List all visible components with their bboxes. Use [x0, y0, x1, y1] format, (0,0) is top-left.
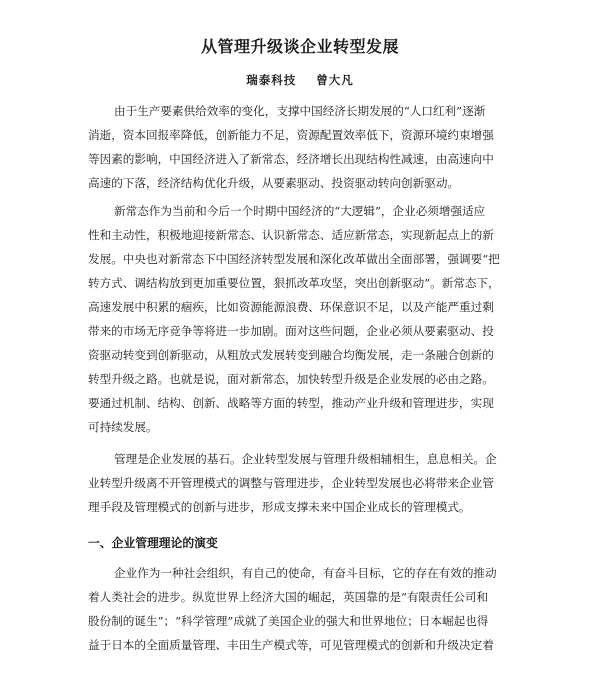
text-line: 着人类社会的进步。纵览世界上经济大国的崛起，英国靠的是“有限责任公司和	[88, 590, 489, 604]
author-line	[0, 72, 600, 88]
text-line: 消逝，资本回报率降低，创新能力不足，资源配置效率低下，资源环境约束增强	[88, 128, 494, 142]
text-line: 业转型升级离不开管理模式的调整与管理进步，企业转型发展也必将带来企业管	[88, 476, 494, 490]
page-title: 从管理升级谈企业转型发展	[200, 37, 399, 56]
text-line: 可持续发展。	[88, 420, 158, 434]
text-line: 高速发展中积累的痼疾，比如资源能源浪费、环保意识不足，以及产能严重过剩	[88, 300, 494, 314]
author-company: 瑞泰科技	[246, 73, 297, 87]
text-line: 等因素的影响，中国经济进入了新常态，经济增长出现结构性减速，由高速向中	[88, 152, 494, 166]
text-line: 发展。中央也对新常态下中国经济转型发展和深化改革做出全面部署，强调要“把	[88, 252, 500, 266]
text-line: 由于生产要素供给效率的变化，支撑中国经济长期发展的“人口红利”逐渐	[114, 104, 486, 118]
text-line: 带来的市场无序竞争等将进一步加剧。面对这些问题，企业必须从要素驱动、投	[88, 324, 494, 338]
text-line: 要通过机制、结构、创新、战略等方面的转型，推动产业升级和管理进步，实现	[88, 396, 494, 410]
text-line: 高速的下落，经济结构优化升级，从要素驱动、投资驱动转向创新驱动。	[88, 176, 460, 190]
text-line: 转型升级之路。也就是说，面对新常态，加快转型升级是企业发展的必由之路。	[88, 372, 494, 386]
text-line: 一、企业管理理论的演变	[88, 536, 218, 550]
text-line: 理手段及管理模式的创新与进步，形成支撑未来中国企业成长的管理模式。	[88, 500, 471, 514]
text-line: 新常态作为当前和今后一个时期中国经济的“大逻辑”，企业必须增强适应	[114, 204, 486, 218]
text-line: 益于日本的全面质量管理、丰田生产模式等，可见管理模式的创新和升级决定着	[88, 638, 494, 652]
author-name: 曾大凡	[316, 73, 354, 87]
text-line: 转方式、调结构放到更加重要位置，狠抓改革攻坚，突出创新驱动”。新常态下，	[88, 276, 500, 290]
text-line: 企业作为一种社会组织，有自己的使命，有奋斗目标，它的存在有效的推动	[114, 566, 497, 580]
text-line: 管理是企业发展的基石。企业转型发展与管理升级相辅相生，息息相关。企	[114, 452, 497, 466]
text-line: 股份制的诞生”；“科学管理”成就了美国企业的强大和世界地位；日本崛起也得	[88, 614, 489, 628]
text-line: 性和主动性，积极地迎接新常态、认识新常态、适应新常态，实现新起点上的新	[88, 228, 494, 242]
text-line: 资驱动转变到创新驱动，从粗放式发展转变到融合均衡发展，走一条融合创新的	[88, 348, 494, 362]
